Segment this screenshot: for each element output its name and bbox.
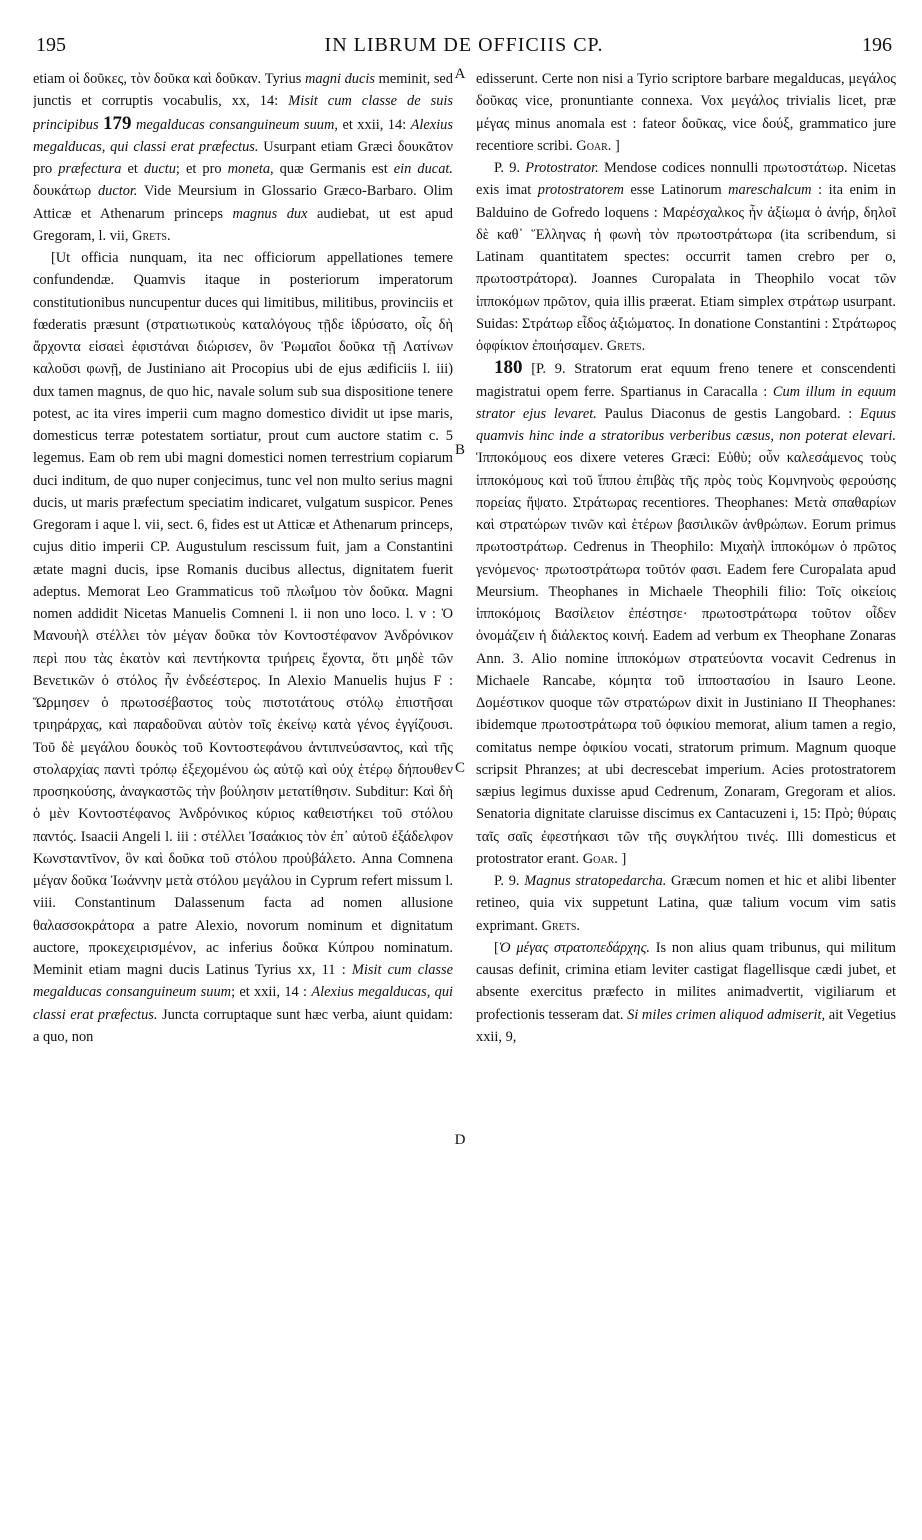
- signature: Goar.: [576, 137, 612, 154]
- left-paragraph-2: [Ut officia nunquam, ita nec officiorum appellationes temere confundendæ. Quamvis itaque in posteriorum imperatorum constitutionibus nuncupentur duces qui limitibus, militibus, provinciis et fœderatis præsunt (στρατιωτικοὺς καταλόγους τῇδε ἱδρύσατο, οἷς δὴ ἄρχοντα εἰσαεὶ ἐφιστάναι διώρισεν, ὃν Ῥωμαῖοι δοῦκα τῇ Λατίνων καλοῦσι φωνῇ, de Justiniano ait Procopius ubi de ejus ædificiis l. iii) dux tamen magnus, de quo hic, navale solum sub sua dispositione tenere potest, ac ita vires imperii cum magno domestico dividit ut ipse maris, domesticus terræ potestatem sortiatur, prout cum auctore statim c. 5 legemus. Eam ob rem ubi magni domestici nomen terrestrium copiarum duci inditum, de quo nuper conjecimus, tunc vel non multo serius magni ducis, ut maris præfectum speciatim indicaret, vulgatum suspicor. Penes Gregoram i aque l. vii, sect. 6, fides est ut Atticæ et Athenarum princeps, cujus ditio imperii CP. Augustulum rescissum fuit, jam a Constantini ætate magni ducis, ipse Romanis ducibus allectus, dignitatem fuerit adeptus. Memorat Leo Grammaticus τοῦ πλωΐμου τὸν δοῦκα. Magni nomen addidit Nicetas Manuelis Comneni l. ii non uno loco. l. v : Ὁ Μανουὴλ στέλλει τὸν μέγαν δοῦκα τὸν Κοντοστέφανον Ἀνδρόνικον περὶ που τὰς ἑκατὸν καὶ πεντήκοντα τριήρεις ἔχοντα, ὅτι μηδὲ τῶν Βενετικῶν ὁ στόλος ἦν ἐνδεέστερος. In Alexio Manuelis hujus F : Ὥρμησεν ὁ πρωτοσέβαστος τοὺς πιστοτάτους στόλῳ ἐπιστῆσαι τριηράρχας, καὶ παραδοῦναι αὐτὸν τοῖς ἐκείνῳ κατὰ γένος ἐγγίζουσι. Τοῦ δὲ μεγάλου δουκὸς τοῦ Κοντοστεφάνου ἀντιπνεύσαντος, καὶ τῆς στολαρχίας παντὶ τρόπῳ ἐξεχομένου ὡς αὐτῷ καὶ οὐχ ἑτέρῳ δήπουθεν προσηκούσης, ἀναγκαστῶς τὴν βούλησιν μετατίθησιν. Subditur: Καὶ δὴ ὁ μὲν Κοντοστέφανος Ἀνδρόνικος κύριος καθειστήκει τοῦ στόλου παντός. Isaacii Angeli l. iii : στέλλει Ἰσαάκιος τὸν ἐπ᾽ αὐτοῦ ἐξάδελφον Κωνσταντῖνον, ὃν καὶ δοῦκα τοῦ στόλου προὐβάλετο. Anna Comnena μέγαν δοῦκα Ἰωάννην μετὰ στόλου μεγάλου in Cyprum refert missum l. viii. Constantinum Dalassenum facta ad nomen allusione θαλασσοκράτορα a patre Alexio, novorum nominum et dignitatum auctore, προκεχειρισμένον, ac inferius δοῦκα Κύπρου nominatum. Meminit etiam magni ducis Latinus Tyrius xx, 11 : Misit cum classe megalducas consanguineum suum; et xxii, 14 : Alexius megalducas, qui classi erat præfectus. Juncta corruptaque sunt hæc verba, aiunt quidam: a quo, non: [33, 250, 453, 1045]
- margin-letter-a: A: [454, 66, 466, 82]
- page-number-right: 196: [862, 34, 892, 56]
- right-paragraph-3: 180 [P. 9. Stratorum erat equum freno tenere et conscendenti magistratui opem ferre. Spartianus in Caracalla : Cum illum in equum strator ejus levaret. Paulus Diaconus de gestis Langobard. : Equus quamvis hinc inde a stratoribus verberibus cæsus, non poterat elevari. Ἱπποκόμους eos dixere veteres Græci: Εὐθὺ; οὖν καλεσάμενος τοὺς ἱπποκόμους καὶ τοῦ ἵππου ἐπιβὰς τῆς πρὸς τοὺς Κομνηνοὺς φερούσης πορείας ἥψατο. Στράτωρας recentiores. Theophanes: Μετὰ σπαθαρίων καὶ στρατώρων τινῶν καὶ ἑτέρων βασιλικῶν ἀνθρώπων. Eorum primus πρωτοστράτωρ. Cedrenus in Theophilo: Μιχαὴλ ἱπποκόμων ὁ πρῶτος γενόμενος· πρωτοστράτωρα τοῦτόν φασι. Eadem fere Curopalata apud Meursium. Theophanes in Michaele Theophili filio: Τοῖς οἰκείοις ἱπποκόμοις Βασίλειον ἐπέστησε· πρωτοστράτωρα τοῦτον οἶδεν ὀνομάζειν ἡ διάλεκτος κοινή. Eadem ad verbum ex Theophane Zonaras Ann. 3. Alio nomine ἱπποκόμων στρατεύοντα vocavit Cedrenus in Michaele Rancabe, κόμητα τοῦ ἱπποστασίου in Isauro Leone. Δομέστικον quoque τῶν στρατώρων dixit in Justiniano II Theophanes: ibidemque πρωτοστράτωρα τοῦ ὀφικίου memorat, alium tamen a regio, comitatus nempe ὀφικίου vocati, stratorum primum. Magnum quoque scripsit Phranzes; at ubi decrescebat imperium. Acies protostratorem sæpius legimus duxisse apud Cedrenum, Zonaram, Gregoram et alios. Senatoria dignitate claruisse discimus ex Cantacuzeni i, 15: Πρὸ; θύραις ταῖς σαῖς ἐφεστήκασι τῶν τῆς συγκλήτου τινές. Illi domesticus et protostrator erant. Goar. ]: [476, 357, 896, 867]
- right-paragraph-1: edisserunt. Certe non nisi a Tyrio scriptore barbare megalducas, μεγάλος δοῦκας vice, pronuntiante connexa. Vox μεγάλος trivialis licet, præ μέγας minus anomala est : fateor δοῦκας, vice δούξ, grammatico jure recentiore scribi. Goar. ]: [476, 71, 896, 154]
- signature: Grets.: [132, 227, 171, 244]
- signature: Grets.: [606, 338, 646, 354]
- right-paragraph-5: [Ὁ μέγας στρατοπεδάρχης. Is non alius quam tribunus, qui militum causas definit, crimina etiam leviter castigat flagellisque cædi jubet, et absente exercitus præfecto in milites animadvertit, vigiliarum et profectionis tesseram dat. Si miles crimen aliquod admiserit, ait Vegetius xxii, 9,: [476, 939, 896, 1045]
- right-paragraph-4: P. 9. Magnus stratopedarcha. Græcum nomen et hic et alibi libenter retineo, quia vix suppetunt Latina, quæ talium vocum vim satis exprimant. Grets.: [476, 873, 896, 934]
- section-number-179: 179: [103, 112, 132, 134]
- margin-letter-d: D: [454, 1132, 466, 1148]
- right-column: [476, 68, 896, 1523]
- page-number-left: 195: [36, 34, 66, 56]
- signature: Goar.: [582, 850, 618, 867]
- margin-letter-b: B: [454, 442, 465, 458]
- running-header: [36, 34, 892, 62]
- running-title: IN LIBRUM DE OFFICIIS CP.: [324, 34, 604, 56]
- section-number-180: 180: [494, 357, 523, 379]
- left-column: [33, 68, 453, 1523]
- right-paragraph-2: P. 9. Protostrator. Mendose codices nonnulli πρωτοστάτωρ. Nicetas exis imat protostratorem esse Latinorum mareschalcum : ita enim in Balduino de Gofredo loquens : Μαρέσχαλκος ἦν ἀξίωμα ὁ ἀνήρ, δηλοῖ δὲ καθ᾽ Ἕλληνας ἡ φωνὴ τὸν πρωτοστράτωρα (ita scribendum, si Latinam quantitatem spectes: occurrit tamen crebro per o, πρωτοστράτορα). Joannes Curopalata in Theophilo vocat τῶν ἱπποκόμων πρῶτον, quia illis præerat. Etiam simplex στράτωρ usurpant. Suidas: Στράτωρ εἶδος ἀξιώματος. In donatione Constantini : Στράτωρος ὀφφίκιον ἐποιήσαμεν. Grets.: [476, 160, 896, 354]
- signature: Grets.: [541, 917, 581, 934]
- margin-letter-c: C: [454, 760, 465, 776]
- left-paragraph-1: etiam οἱ δοῦκες, τὸν δοῦκα καὶ δοῦκαν. Tyrius magni ducis meminit, sed junctis et corruptis vocabulis, xx, 14: Misit cum classe de suis principibus 179 megalducas consanguineum suum, et xxii, 14: Alexius megalducas, qui classi erat præfectus. Usurpant etiam Græci δουκᾶτον pro præfectura et ductu; et pro moneta, quæ Germanis est ein ducat. δουκάτωρ ductor. Vide Meursium in Glossario Græco-Barbaro. Olim Atticæ et Athenarum princeps magnus dux audiebat, ut est apud Gregoram, l. vii, Grets.: [33, 71, 453, 244]
